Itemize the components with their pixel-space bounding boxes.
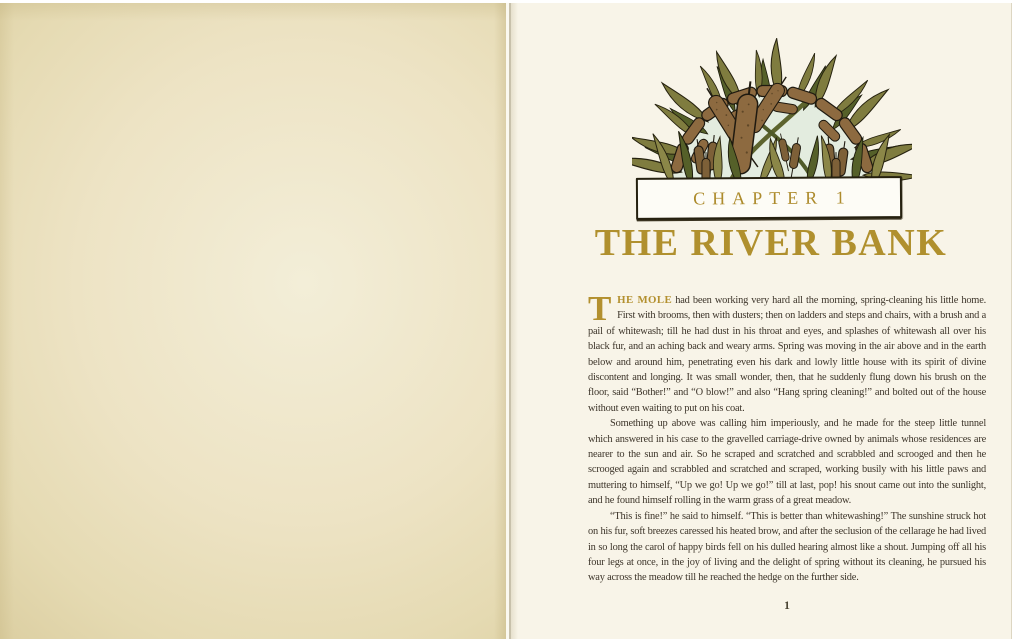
paragraph-1-text: had been working very hard all the morning, spring-cleaning his little home. First with brooms, then with dusters; then on ladders and steps and chairs, with a brush and a pail of whitewash; till he had dust in his throat and eyes, and splashes of whitewash all over his black fur, and an aching back and weary arms. Spring was moving in the air above and in the earth below and around him, penetrating even his dark and lowly little house with its spirit of divine discontent and longing. It was small wonder, then, that he suddenly flung down his brush on the floor, said “Bother!” and “O blow!” and also “Hang spring cleaning!” and bolted out of the house without even waiting to put on his coat.: [588, 295, 987, 414]
paragraph-2: Something up above was calling him imperiously, and he made for the steep little tunnel which answered in his case to the gravelled carriage-drive owned by animals whose residences are nearer to the sun and air. So he scraped and scratched and scrabbled and scrooged and then he scrooged again and scrabbled and scratched and scraped, working busily with his little paws and muttering to himself, “Up we go! Up we go!” till at last, pop! his snout came out into the sunlight, and he found himself rolling in the warm grass of a great meadow.: [588, 418, 986, 507]
chapter-title: THE RIVER BANK: [594, 222, 948, 264]
right-page: [511, 3, 1012, 639]
drop-cap: T: [588, 289, 612, 328]
chapter-banner: [636, 176, 902, 220]
chapter-label: CHAPTER 1: [693, 186, 852, 209]
bulrush-wreath-illustration: [632, 38, 912, 188]
paragraph-1: [588, 289, 987, 416]
left-blank-page: [0, 3, 506, 639]
lead-in-smallcaps: HE MOLE: [617, 294, 673, 306]
chapter-ornament: [632, 38, 912, 224]
paragraph-3: “This is fine!” he said to himself. “This is better than whitewashing!” The sunshine struck hot on his fur, soft breezes caressed his heated brow, and after the seclusion of the cellarage he had lived in so long the carol of happy birds fell on his dulled hearing almost like a shout. Jumping off all his four legs at once, in the joy of living and the delight of spring without its cleaning, he pursued his way across the meadow till he reached the hedge on the further side.: [588, 510, 986, 584]
page-number: 1: [784, 600, 790, 612]
chapter-body-text: [588, 289, 987, 586]
